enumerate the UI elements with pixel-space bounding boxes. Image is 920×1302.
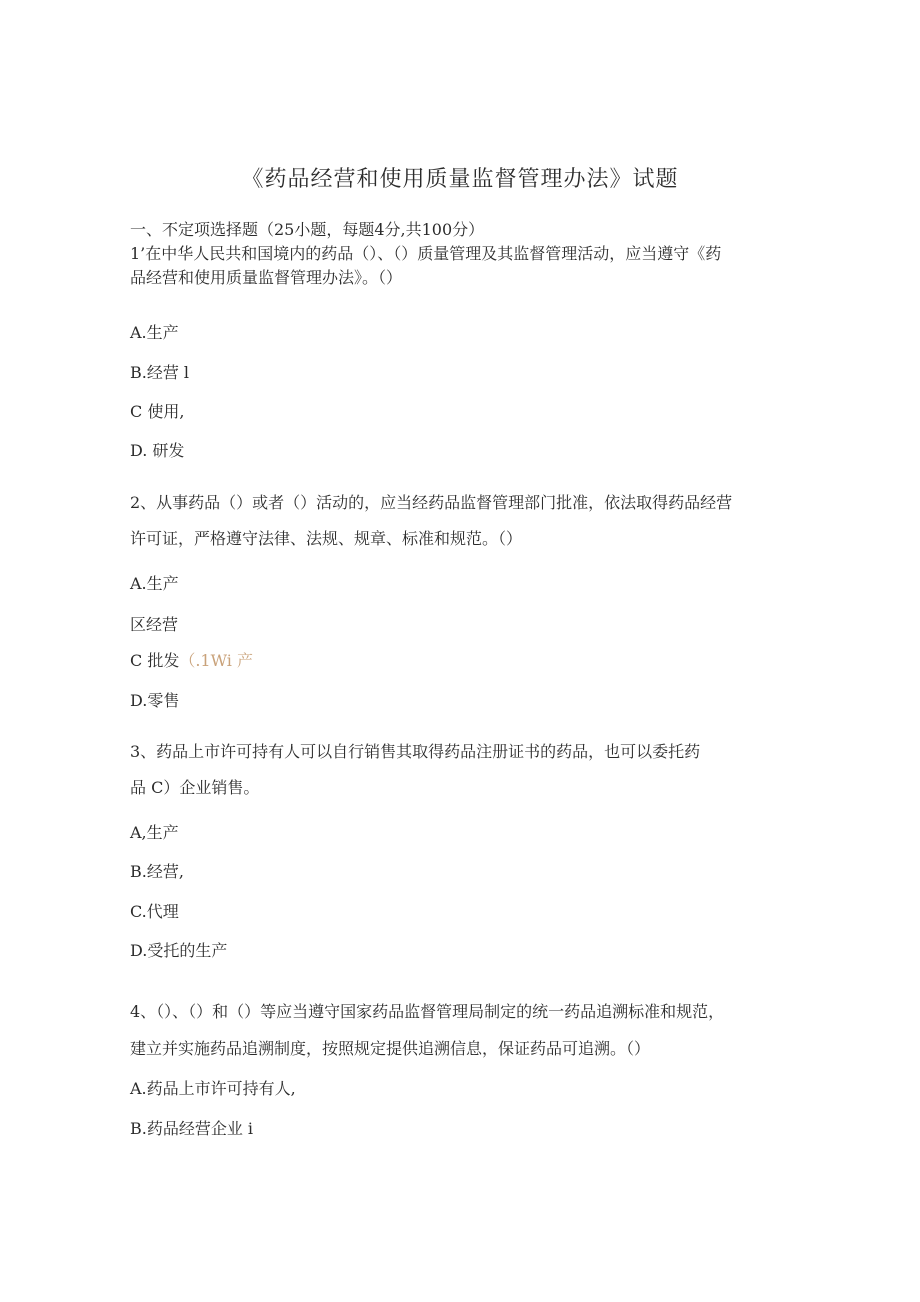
question-2-option-a: A.生产 [130, 574, 179, 593]
question-2-line-1: 2、从事药品（）或者（）活动的，应当经药品监督管理部门批准，依法取得药品经营 [130, 493, 733, 512]
question-3-option-b: B.经营, [130, 862, 184, 881]
question-3-option-c: C.代理 [130, 902, 179, 921]
question-3-line-2: 品 C）企业销售。 [130, 778, 260, 797]
section-heading: 一、不定项选择题（25小题，每题4分,共100分） [130, 220, 485, 239]
question-3-option-d: D.受托的生产 [130, 941, 228, 960]
question-1-option-d: D. 研发 [130, 441, 185, 460]
question-3-line-1: 3、药品上市许可持有人可以自行销售其取得药品注册证书的药品，也可以委托药 [130, 742, 701, 761]
document-title: 《药品经营和使用质量监督管理办法》试题 [241, 167, 679, 192]
question-2-option-c-faint: （.1Wi 产 [179, 651, 253, 670]
question-1-option-a: A.生产 [130, 323, 179, 342]
question-2-option-c [130, 650, 253, 672]
question-1-line-1: 1’在中华人民共和国境内的药品（）、（）质量管理及其监督管理活动，应当遵守《药 [130, 244, 722, 263]
question-1-option-c: C 使用, [130, 402, 185, 421]
question-4-option-b: B.药品经营企业 i [130, 1119, 254, 1138]
question-2-option-b: 区经营 [130, 615, 179, 634]
question-4-option-a: A.药品上市许可持有人, [130, 1079, 296, 1098]
question-4-line-2: 建立并实施药品追溯制度，按照规定提供追溯信息，保证药品可追溯。（） [130, 1039, 651, 1058]
question-3-option-a: A,生产 [130, 823, 179, 842]
question-1-option-b: B.经营 l [130, 363, 190, 382]
question-2-option-c-label: C 批发 [130, 651, 180, 670]
question-2-option-d: D.零售 [130, 691, 180, 710]
question-2-line-2: 许可证，严格遵守法律、法规、规章、标准和规范。（） [130, 529, 523, 548]
question-4-line-1: 4、（）、（）和（）等应当遵守国家药品监督管理局制定的统一药品追溯标准和规范， [130, 1002, 725, 1021]
question-1-line-2: 品经营和使用质量监督管理办法》。（） [130, 268, 403, 287]
